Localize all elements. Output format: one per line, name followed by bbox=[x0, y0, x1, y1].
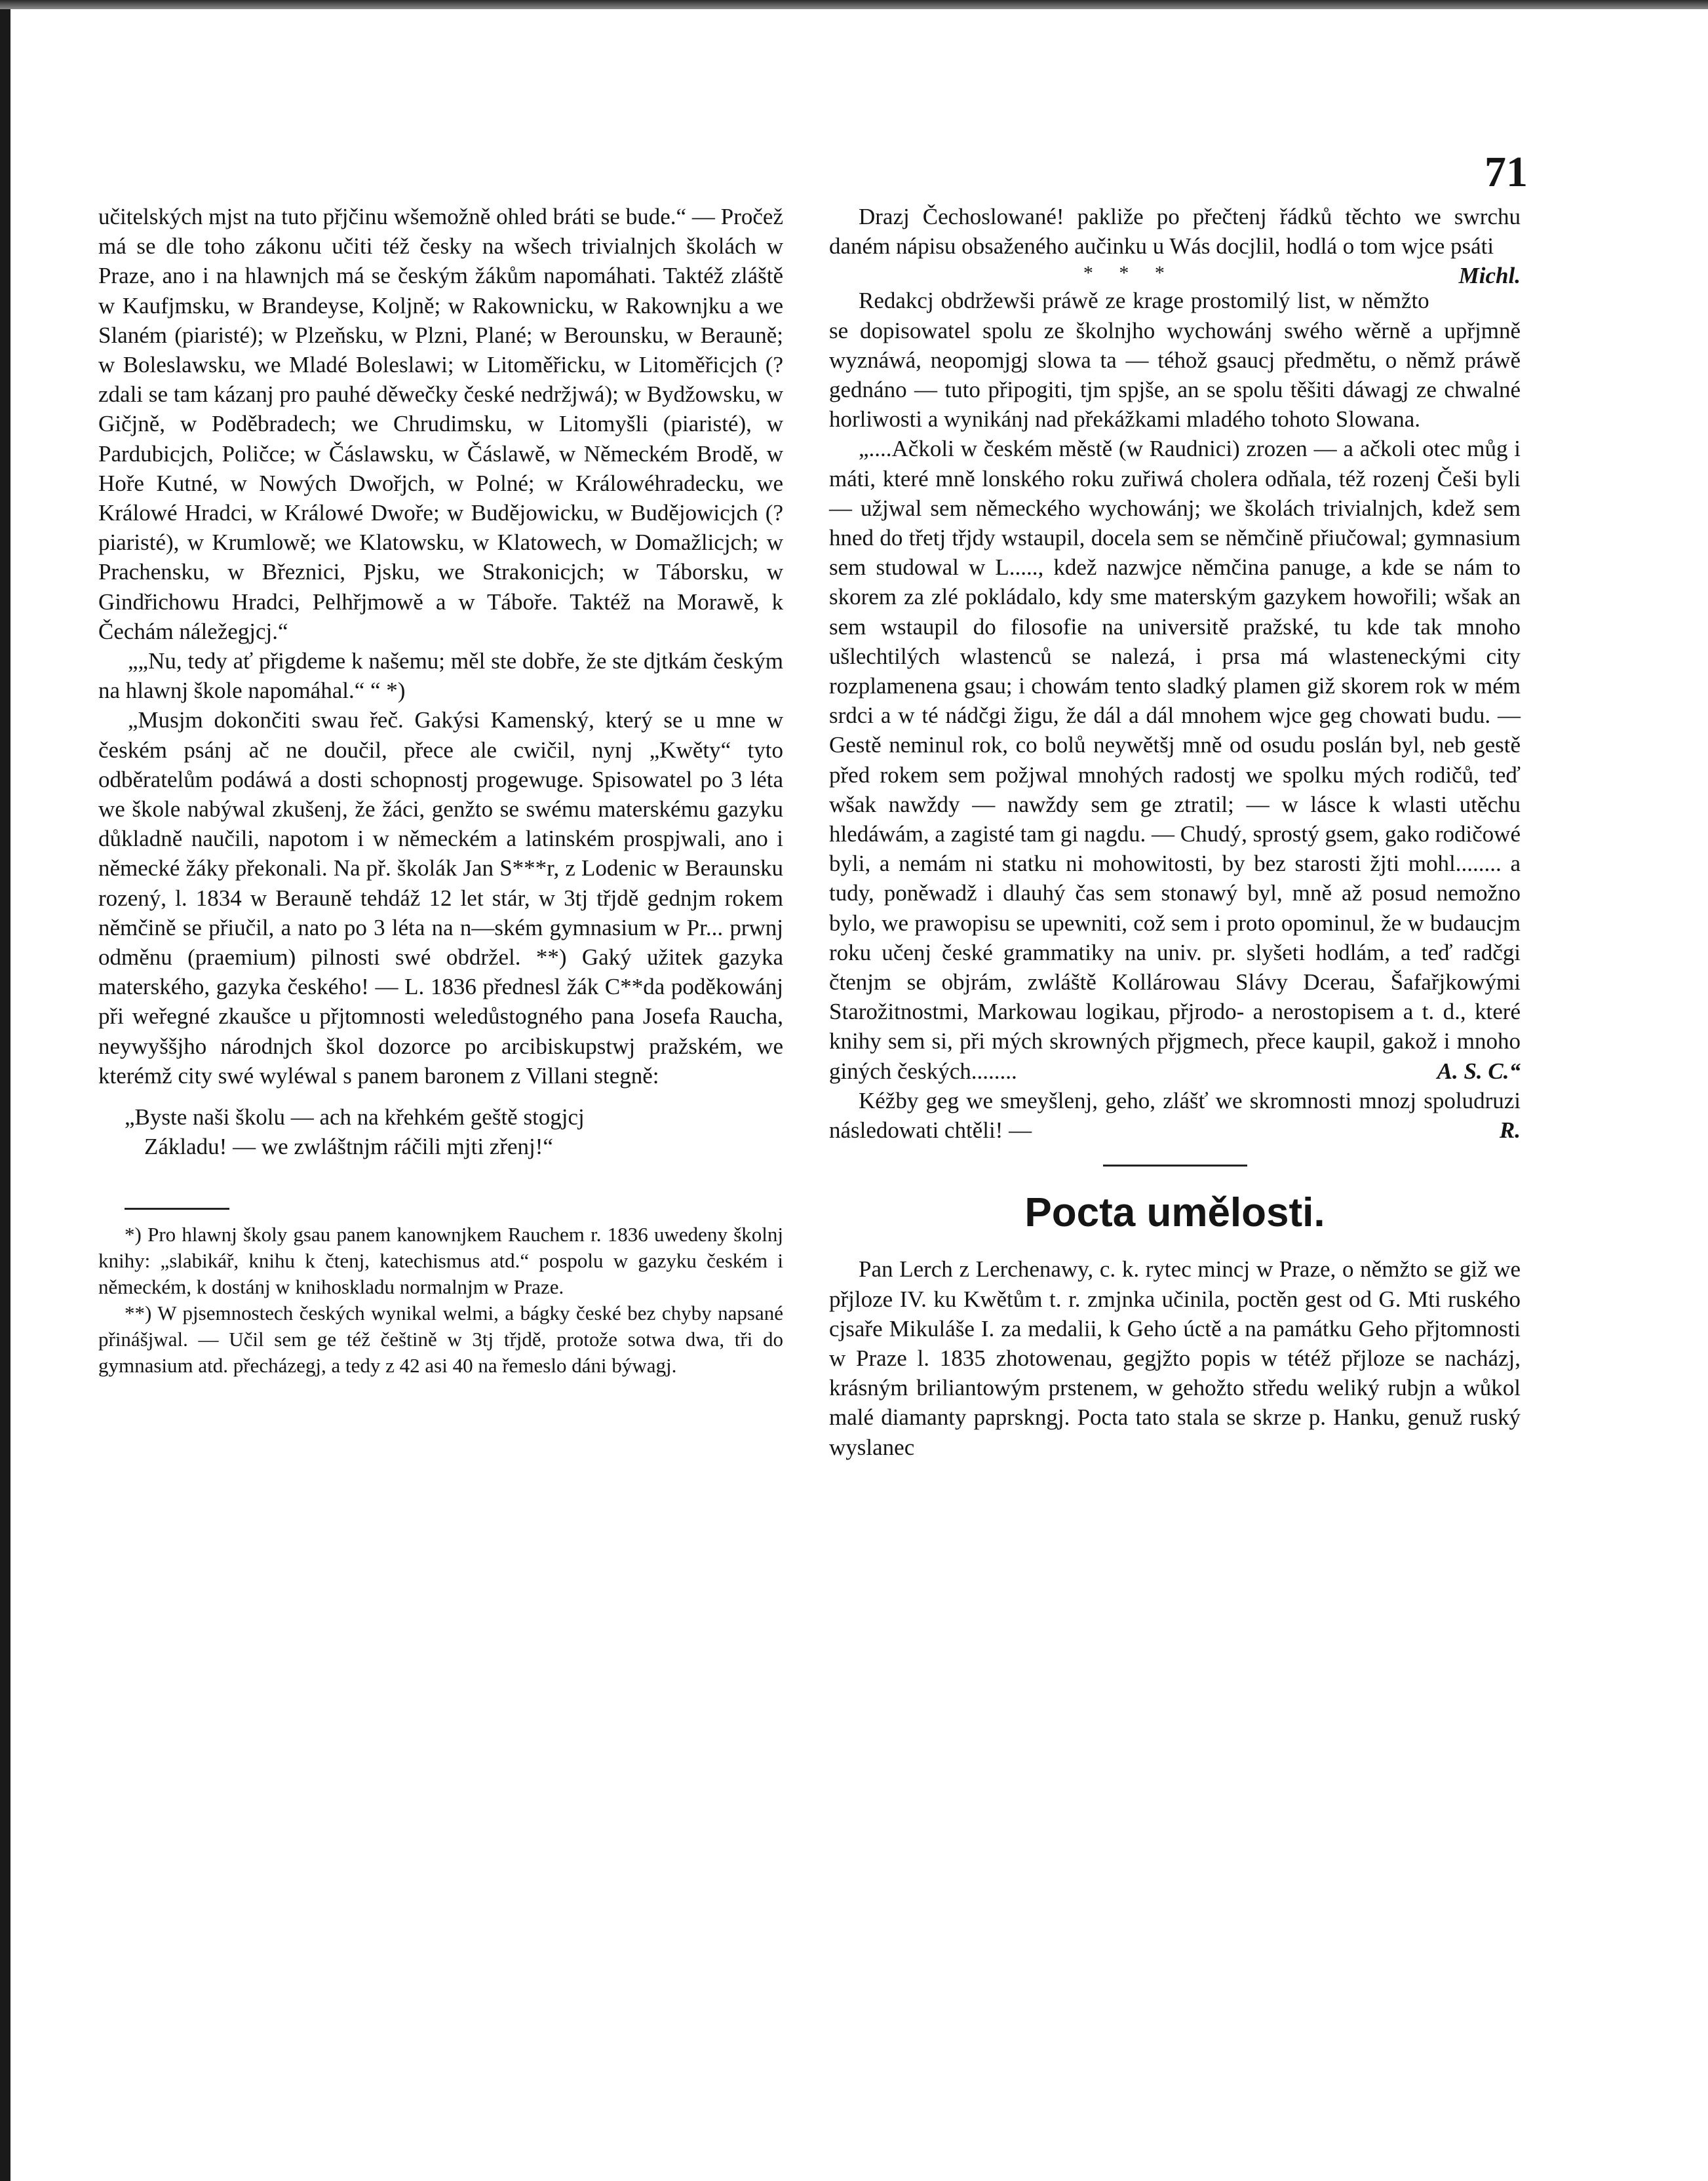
scan-edge-top bbox=[0, 0, 1708, 9]
paragraph-letter-student bbox=[829, 434, 1521, 1085]
page-number: 71 bbox=[1485, 148, 1528, 196]
intro-paragraph: učitelských mjst na tuto přjčinu wšemožně ohled bráti se bude.“ — Pročež má se dle toho zákonu učiti též česky na wšech trivialnjch školách w Praze, ano i na hlawnjch má se českým žákům napomáhati. Taktéž zláště w Kaufjmsku, w Brandeyse, Koljně; w Rakownicku, w Rakownjku a we Slaném (piaristé); w Plzeňsku, w Plzni, Plané; w Berounsku, w Berauně; w Boleslawsku, we Mladé Boleslawi; w Litoměřicku, w Litoměřicjch (? zdali se tam kázanj pro pauhé děwečky české nedržjwá); w Bydžowsku, w Gičjně, w Poděbradech; we Chrudimsku, w Litomyšli (piaristé), w Pardubicjch, Poličce; w Čáslawsku, w Čáslawě, w Německém Brodě, w Hoře Kutné, w Nowých Dwořjch, w Polné; w Králowéhradecku, we Králowé Hradci, w Králowé Dwoře; w Budějowicku, w Budějowicjch (? piaristé), w Krumlowě; we Klatowsku, w Klatowech, w Domažlicjch; w Prachensku, w Březnici, Pjsku, we Strakonicjch; w Táborsku, w Gindřichowu Hradci, Pelhřjmowě a w Táboře. Taktéž na Morawě, k Čechám náležegjcj.“ bbox=[98, 204, 783, 644]
footnote-divider bbox=[125, 1208, 229, 1210]
quote-line-1: „Byste naši školu — ach na křehkém geště stogjcj bbox=[125, 1104, 585, 1130]
letter-michl bbox=[829, 202, 1521, 289]
section-title: Pocta umělosti. bbox=[1024, 1190, 1325, 1236]
left-column bbox=[98, 202, 783, 1379]
signature-r: R. bbox=[1499, 1117, 1521, 1144]
quote-block bbox=[98, 1102, 783, 1161]
footnotes bbox=[98, 1222, 783, 1379]
section-stars: * * * bbox=[1083, 262, 1175, 284]
signature-asc: A. S. C.“ bbox=[1437, 1058, 1521, 1084]
right-column bbox=[829, 202, 1521, 1462]
signature-michl: Michl. bbox=[1458, 263, 1521, 289]
kezby-text: Kéžby geg we smeyšlenj, geho, zlášť we skromnosti mnozj spoludruzi následowati chtěli! — bbox=[829, 1087, 1521, 1144]
scan-edge-left bbox=[0, 0, 10, 2181]
quote-line-2: Základu! — we zwláštnjm ráčili mjti zřenj!“ bbox=[144, 1134, 553, 1160]
paragraph-musjm: „Musjm dokončiti swau řeč. Gakýsi Kamenský, který se u mne w českém psánj ač ne doučil, přece ale cwičil, nynj „Kwěty“ tyto odběratelům podáwá a dosti schopnostj progewuge. Spisowatel po 3 léta we škole nabýwal zkušenj, že žáci, genžto se swému materskému gazyku důkladně naučili, napotom i w německém a latinském prospjwali, ano i německé žáky překonali. Na př. školák Jan S***r, z Lodenic w Beraunsku rozený, l. 1834 w Berauně tehdáž 12 let stár, w 3tj třjdě gednjm rokem němčině se přiučil, a nato po 3 léta na n—ském gymnasium w Pr... prwnj odměnu (praemium) pilnosti swé obdržel. **) Gaký užitek gazyka materského, gazyka českého! — L. 1836 přednesl žák C**da poděkowánj při weřegné zkaušce u přjtomnosti weledůstogného pana Josefa Raucha, neywyššjho národnjch škol dozorce po arcibiskupstwj pražském, we kterémž city swé wyléwal s panem baronem z Villani stegně: bbox=[98, 707, 783, 1089]
letter-student-text: „....Ačkoli w českém městě (w Raudnici) zrozen — a ačkoli otec můg i máti, které mně lonského roku zuřiwá cholera odňala, též rozenj Češi byli — užjwal sem německého wychowánj; we školách trivialnjch, kdež sem hned do třetj třjdy wstaupil, docela sem se němčině přiučowal; gymnasium sem studowal w L....., kdež nazwjce němčina panuge, a kde se nám to skorem za zlé pokládalo, kdy sme materským gazykem howořili; wšak an sem wstaupil do filosofie na universitě pražské, tu kde tak mnoho ušlechtilých wlastenců se nalezá, i prsa má wlasteneckými city rozplamenena gsau; i chowám tento sladký plamen giž skorem rok w mém srdci a w té nádčgi žigu, že dál a dál mnohem wjce geg chowati budu. — Gestě neminul rok, co bolů neywětšj mně od osudu poslán byl, neb gestě před rokem sem požjwal mnohých radostj we spolku mých rodičů, teď wšak nawždy — nawždy sem ge ztratil; — w lásce k wlasti utěchu hledáwám, a zagisté tam gi nagdu. — Chudý, sprostý gsem, gako rodičowé byli, a nemám ni statku ni mohowitosti, by bez starosti žjti mohl........ a tudy, poněwadž i dlauhý čas sem stonawý byl, mně až posud nemožno bylo, we prawopisu se upewniti, což sem i proto opominul, že w budaucjm roku učenj české grammatiky na univ. pr. slyšeti hodlám, a teď radčgi čtenjm se objrám, zwláště Kollárowau Slávy Dcerau, Šafařjkowými Starožitnostmi, Markowau logikau, přjrodo- a nerostopisem a t. d., které knihy sem si, při mých skrowných přjgmech, přece kaupil, gakož i mnoho giných českých........ bbox=[829, 436, 1521, 1084]
paragraph-nu-tedy: „„Nu, tedy ať přigdeme k našemu; měl ste dobře, že ste djtkám českým na hlawnj škole napomáhal.“ “ *) bbox=[98, 648, 783, 704]
footnote-2: **) W pjsemnostech českých wynikal welmi, a bágky české bez chyby napsané přinášjwal. — Učil sem ge též češtině w 3tj třjdě, protože sotwa dwa, tři do gymnasium atd. přecházegj, a tedy z 42 asi 40 na řemeslo dáni býwagj. bbox=[98, 1301, 783, 1377]
paragraph-kezby bbox=[829, 1086, 1521, 1145]
footnote-1: *) Pro hlawnj školy gsau panem kanownjkem Rauchem r. 1836 uwedeny školnj knihy: „slabikář, knihu k čtenj, katechismus atd.“ pospolu w gazyku českém i německém, k dostánj w knihoskladu normalnjm w Praze. bbox=[98, 1222, 783, 1298]
section-divider bbox=[1103, 1165, 1247, 1167]
paragraph-redakce: Redakcj obdržewši práwě ze krage prostomilý list, w němžto se dopisowatel spolu ze školnjho wychowánj swého wěrně a upřjmně wyznáwá, neopomjgj slowa ta — téhož gsaucj předmětu, o němž práwě gednáno — tuto připogiti, tjm spjše, an se spolu těšiti dáwagj ze chwalné horliwosti a wynikánj nad překážkami mladého tohoto Slowana. bbox=[829, 288, 1521, 433]
letter-michl-text: Drazj Čechoslowané! pakliže po přečtenj řádků těchto we swrchu daném nápisu obsaženého aučinku u Wás docjlil, hodlá o tom wjce psáti bbox=[829, 204, 1521, 260]
paragraph-pocta: Pan Lerch z Lerchenawy, c. k. rytec mincj w Praze, o němžto se giž we přjloze IV. ku Kwětům t. r. zmjnka učinila, poctěn gest od G. Mti ruského cjsaře Mikuláše I. za medalii, k Geho úctě a na památku Geho přjtomnosti w Praze l. 1835 zhotowenau, gegjžto popis w tétéž přjloze se nacházj, krásným briliantowým prstenem, w gehožto středu weliký rubjn a wůkol malé diamanty paprskngj. Pocta tato stala se skrze p. Hanku, genuž ruský wyslanec bbox=[829, 1256, 1521, 1460]
